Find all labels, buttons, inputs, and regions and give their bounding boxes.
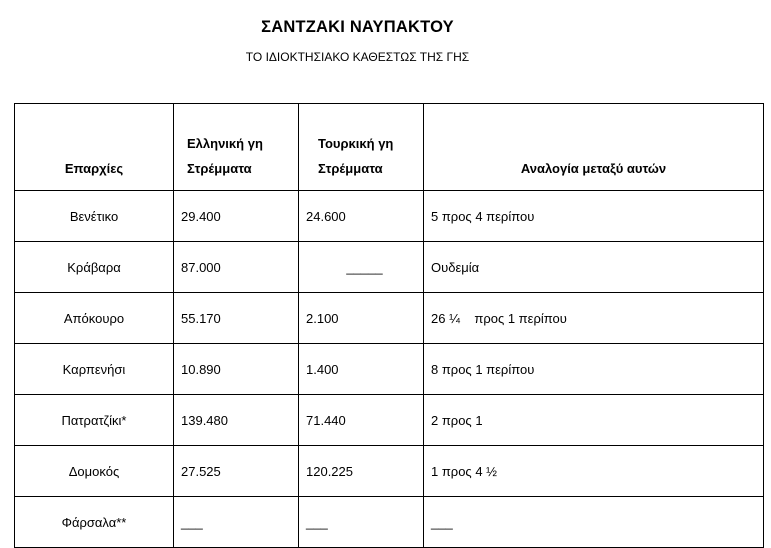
land-ownership-table xyxy=(14,103,764,548)
cell-ratio: 5 προς 4 περίπου xyxy=(424,191,764,242)
cell-ratio: 1 προς 4 ½ xyxy=(424,446,764,497)
cell-turkish-land: 71.440 xyxy=(299,395,424,446)
cell-ratio: Ουδεμία xyxy=(424,242,764,293)
cell-turkish-land: 120.225 xyxy=(299,446,424,497)
table-header-row xyxy=(15,104,764,191)
cell-turkish-land: _____ xyxy=(299,242,424,293)
cell-region: Κράβαρα xyxy=(15,242,174,293)
header-turkish-land: Τουρκική γη Στρέμματα xyxy=(299,104,424,191)
cell-region: Καρπενήσι xyxy=(15,344,174,395)
cell-turkish-land: 24.600 xyxy=(299,191,424,242)
cell-region: Δομοκός xyxy=(15,446,174,497)
table-row xyxy=(15,344,764,395)
cell-turkish-land: ___ xyxy=(299,497,424,548)
cell-turkish-land: 1.400 xyxy=(299,344,424,395)
cell-greek-land: 139.480 xyxy=(174,395,299,446)
header-ratio: Αναλογία μεταξύ αυτών xyxy=(424,104,764,191)
header-greek-land: Ελληνική γη Στρέμματα xyxy=(174,104,299,191)
cell-greek-land: 27.525 xyxy=(174,446,299,497)
table-row xyxy=(15,293,764,344)
table-row xyxy=(15,446,764,497)
cell-greek-land: 29.400 xyxy=(174,191,299,242)
cell-ratio: 2 προς 1 xyxy=(424,395,764,446)
cell-ratio: 8 προς 1 περίπου xyxy=(424,344,764,395)
cell-greek-land: 87.000 xyxy=(174,242,299,293)
document-subtitle: ΤΟ ΙΔΙΟΚΤΗΣΙΑΚΟ ΚΑΘΕΣΤΩΣ ΤΗΣ ΓΗΣ xyxy=(245,50,470,64)
table-row xyxy=(15,191,764,242)
document-title: ΣΑΝΤΖΑΚΙ ΝΑΥΠΑΚΤΟΥ xyxy=(261,18,454,36)
header-region: Επαρχίες xyxy=(15,104,174,191)
cell-region: Πατρατζίκι* xyxy=(15,395,174,446)
table-row xyxy=(15,242,764,293)
cell-greek-land: 55.170 xyxy=(174,293,299,344)
table-row xyxy=(15,395,764,446)
cell-ratio: ___ xyxy=(424,497,764,548)
cell-turkish-land: 2.100 xyxy=(299,293,424,344)
cell-region: Φάρσαλα** xyxy=(15,497,174,548)
cell-greek-land: 10.890 xyxy=(174,344,299,395)
cell-region: Βενέτικο xyxy=(15,191,174,242)
cell-ratio: 26 ¼ προς 1 περίπου xyxy=(424,293,764,344)
table-row xyxy=(15,497,764,548)
cell-region: Απόκουρο xyxy=(15,293,174,344)
cell-greek-land: ___ xyxy=(174,497,299,548)
